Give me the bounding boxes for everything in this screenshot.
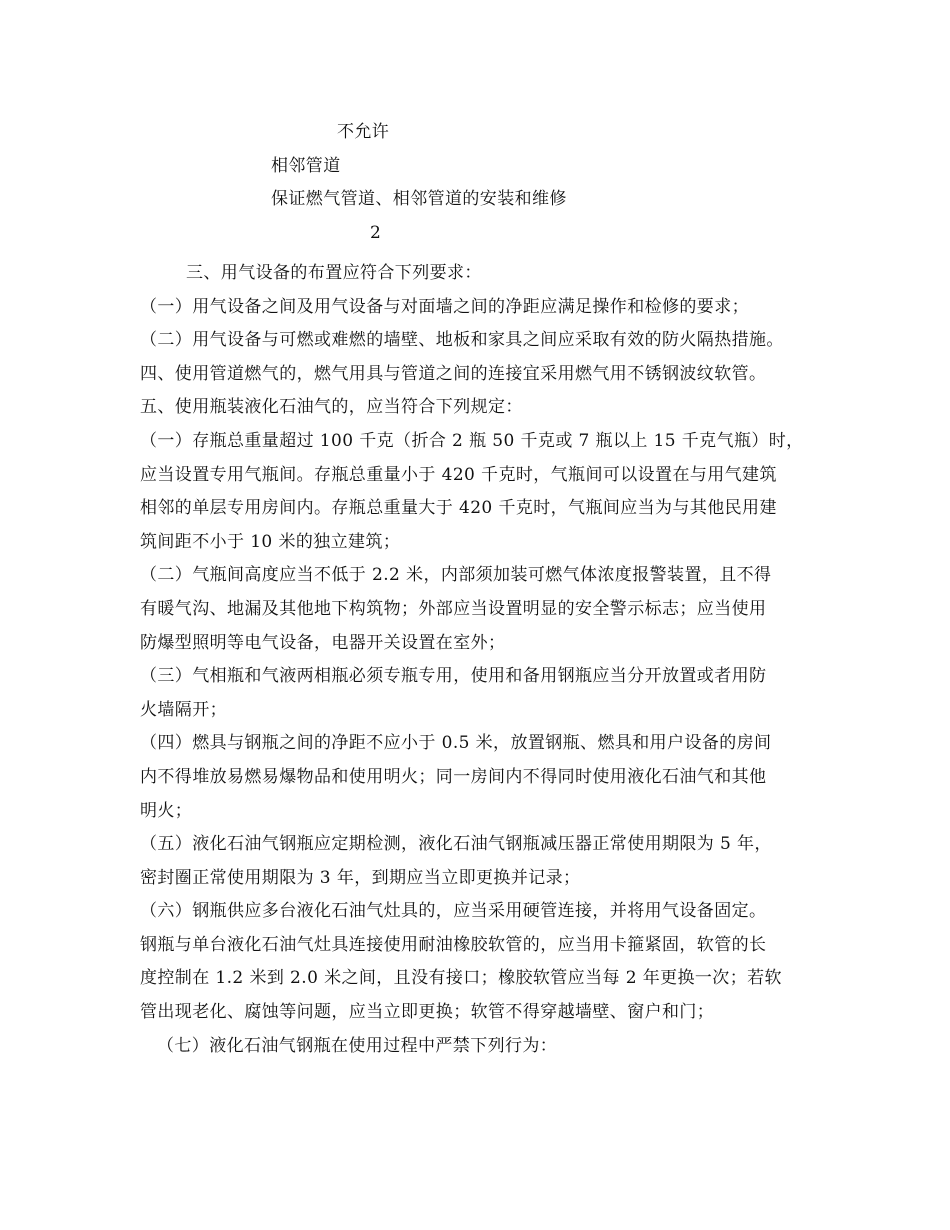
body-line: 钢瓶与单台液化石油气灶具连接使用耐油橡胶软管的，应当用卡箍紧固，软管的长 <box>140 934 767 955</box>
body-line: （二）气瓶间高度应当不低于 2.2 米，内部须加装可燃气体浓度报警装置，且不得 <box>140 565 772 586</box>
table-fragment-text: 不允许 <box>337 122 390 142</box>
body-line: 筑间距不小于 10 米的独立建筑； <box>140 531 401 552</box>
body-line: 相邻的单层专用房间内。存瓶总重量大于 420 千克时，气瓶间应当为与其他民用建 <box>140 498 777 519</box>
body-line: （一）用气设备之间及用气设备与对面墙之间的净距应满足操作和检修的要求； <box>140 296 749 317</box>
body-line: 有暖气沟、地漏及其他地下构筑物；外部应当设置明显的安全警示标志；应当使用 <box>140 598 767 619</box>
body-line: 度控制在 1.2 米到 2.0 米之间，且没有接口；橡胶软管应当每 2 年更换一次；若软 <box>140 968 782 989</box>
body-line: （二）用气设备与可燃或难燃的墙壁、地板和家具之间应采取有效的防火隔热措施。 <box>140 330 784 351</box>
body-line: 应当设置专用气瓶间。存瓶总重量小于 420 千克时，气瓶间可以设置在与用气建筑 <box>140 464 777 485</box>
body-line: （六）钢瓶供应多台液化石油气灶具的，应当采用硬管连接，并将用气设备固定。 <box>140 901 767 922</box>
body-line: 火墙隔开； <box>140 699 227 720</box>
section-heading: 五、使用瓶装液化石油气的，应当符合下列规定： <box>140 397 523 418</box>
body-line: （一）存瓶总重量超过 100 千克（折合 2 瓶 50 千克或 7 瓶以上 15 千克气瓶）时， <box>140 430 804 451</box>
table-fragment-text: 保证燃气管道、相邻管道的安装和维修 <box>271 189 567 209</box>
section-heading: 三、用气设备的布置应符合下列要求： <box>186 263 482 283</box>
document-body <box>140 257 840 1063</box>
body-line: 密封圈正常使用期限为 3 年，到期应当立即更换并记录； <box>140 867 581 888</box>
section-heading: 四、使用管道燃气的，燃气用具与管道之间的连接宜采用燃气用不锈钢波纹软管。 <box>140 363 767 384</box>
body-line: 防爆型照明等电气设备，电器开关设置在室外； <box>140 632 506 653</box>
table-fragment-number: 2 <box>370 223 382 243</box>
body-line: 管出现老化、腐蚀等问题，应当立即更换；软管不得穿越墙壁、窗户和门； <box>140 1002 715 1023</box>
table-fragment-text: 相邻管道 <box>271 156 341 176</box>
body-line: （五）液化石油气钢瓶应定期检测，液化石油气钢瓶减压器正常使用期限为 5 年， <box>140 834 772 855</box>
body-line: （七）液化石油气钢瓶在使用过程中严禁下列行为： <box>157 1035 558 1056</box>
body-line: 内不得堆放易燃易爆物品和使用明火；同一房间内不得同时使用液化石油气和其他 <box>140 766 767 787</box>
body-line: （四）燃具与钢瓶之间的净距不应小于 0.5 米，放置钢瓶、燃具和用户设备的房间 <box>140 733 772 754</box>
body-line: （三）气相瓶和气液两相瓶必须专瓶专用，使用和备用钢瓶应当分开放置或者用防 <box>140 666 767 687</box>
body-line: 明火； <box>140 800 193 821</box>
